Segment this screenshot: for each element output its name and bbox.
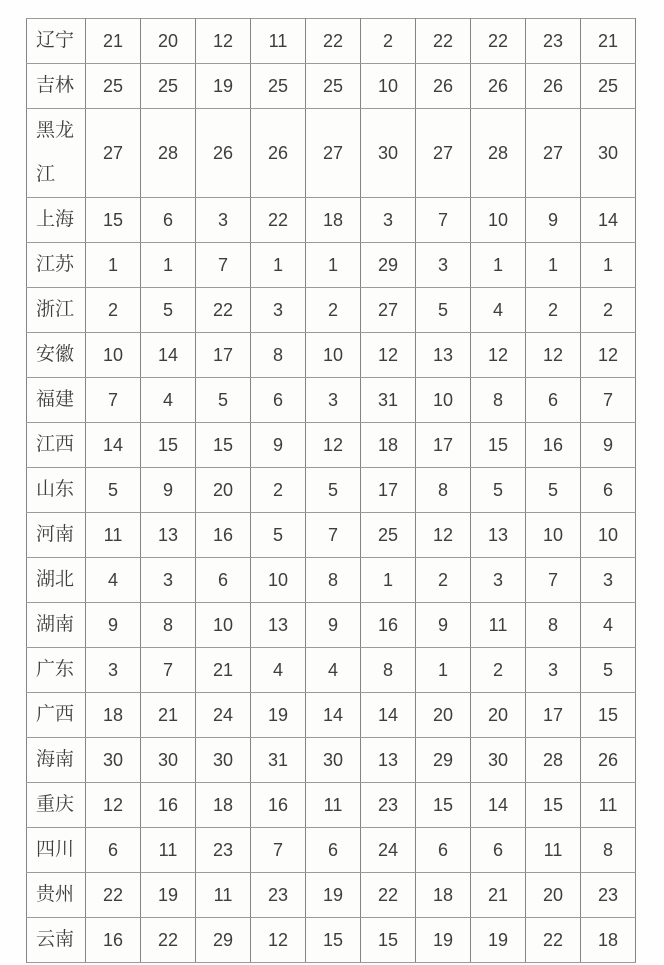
value-cell: 8 [416, 468, 471, 513]
value-cell: 15 [581, 693, 636, 738]
value-cell: 2 [251, 468, 306, 513]
table-row [27, 918, 636, 963]
value-cell: 22 [196, 288, 251, 333]
value-cell: 29 [196, 918, 251, 963]
value-cell: 22 [141, 918, 196, 963]
value-cell: 10 [361, 64, 416, 109]
value-cell: 15 [86, 198, 141, 243]
value-cell: 9 [416, 603, 471, 648]
value-cell: 9 [251, 423, 306, 468]
value-cell: 12 [581, 333, 636, 378]
value-cell: 16 [141, 783, 196, 828]
value-cell: 19 [416, 918, 471, 963]
table-row [27, 109, 636, 198]
value-cell: 9 [306, 603, 361, 648]
value-cell: 16 [251, 783, 306, 828]
value-cell: 8 [471, 378, 526, 423]
value-cell: 7 [526, 558, 581, 603]
value-cell: 16 [86, 918, 141, 963]
value-cell: 15 [361, 918, 416, 963]
table-row [27, 783, 636, 828]
value-cell: 25 [141, 64, 196, 109]
value-cell: 6 [581, 468, 636, 513]
value-cell: 23 [251, 873, 306, 918]
value-cell: 4 [251, 648, 306, 693]
value-cell: 4 [86, 558, 141, 603]
province-cell: 重庆 [27, 783, 86, 828]
value-cell: 14 [141, 333, 196, 378]
value-cell: 17 [196, 333, 251, 378]
value-cell: 30 [471, 738, 526, 783]
value-cell: 13 [251, 603, 306, 648]
value-cell: 25 [581, 64, 636, 109]
value-cell: 2 [416, 558, 471, 603]
value-cell: 5 [251, 513, 306, 558]
value-cell: 3 [526, 648, 581, 693]
province-cell: 山东 [27, 468, 86, 513]
value-cell: 11 [251, 19, 306, 64]
value-cell: 1 [306, 243, 361, 288]
value-cell: 12 [306, 423, 361, 468]
value-cell: 12 [361, 333, 416, 378]
value-cell: 6 [141, 198, 196, 243]
value-cell: 3 [416, 243, 471, 288]
value-cell: 11 [86, 513, 141, 558]
value-cell: 7 [581, 378, 636, 423]
value-cell: 30 [581, 109, 636, 198]
value-cell: 26 [581, 738, 636, 783]
value-cell: 17 [526, 693, 581, 738]
value-cell: 19 [306, 873, 361, 918]
value-cell: 18 [581, 918, 636, 963]
province-cell: 湖北 [27, 558, 86, 603]
value-cell: 21 [86, 19, 141, 64]
value-cell: 10 [471, 198, 526, 243]
table-row [27, 558, 636, 603]
table-row [27, 243, 636, 288]
province-cell: 吉林 [27, 64, 86, 109]
value-cell: 10 [526, 513, 581, 558]
province-cell: 江西 [27, 423, 86, 468]
value-cell: 30 [196, 738, 251, 783]
value-cell: 10 [86, 333, 141, 378]
value-cell: 20 [471, 693, 526, 738]
table-row [27, 648, 636, 693]
value-cell: 5 [86, 468, 141, 513]
value-cell: 30 [141, 738, 196, 783]
value-cell: 14 [306, 693, 361, 738]
value-cell: 29 [416, 738, 471, 783]
province-cell: 海南 [27, 738, 86, 783]
value-cell: 10 [581, 513, 636, 558]
value-cell: 4 [306, 648, 361, 693]
value-cell: 5 [526, 468, 581, 513]
value-cell: 1 [361, 558, 416, 603]
value-cell: 23 [361, 783, 416, 828]
value-cell: 2 [526, 288, 581, 333]
table-row [27, 693, 636, 738]
value-cell: 9 [581, 423, 636, 468]
value-cell: 18 [416, 873, 471, 918]
value-cell: 26 [526, 64, 581, 109]
value-cell: 27 [526, 109, 581, 198]
value-cell: 27 [306, 109, 361, 198]
value-cell: 25 [86, 64, 141, 109]
value-cell: 2 [86, 288, 141, 333]
province-cell: 云南 [27, 918, 86, 963]
value-cell: 20 [416, 693, 471, 738]
value-cell: 16 [196, 513, 251, 558]
value-cell: 18 [86, 693, 141, 738]
value-cell: 19 [141, 873, 196, 918]
province-cell: 湖南 [27, 603, 86, 648]
province-cell: 四川 [27, 828, 86, 873]
value-cell: 8 [526, 603, 581, 648]
value-cell: 10 [416, 378, 471, 423]
value-cell: 18 [361, 423, 416, 468]
value-cell: 12 [471, 333, 526, 378]
province-cell: 安徽 [27, 333, 86, 378]
value-cell: 30 [86, 738, 141, 783]
value-cell: 2 [471, 648, 526, 693]
value-cell: 16 [361, 603, 416, 648]
value-cell: 28 [471, 109, 526, 198]
value-cell: 7 [306, 513, 361, 558]
value-cell: 15 [526, 783, 581, 828]
value-cell: 28 [141, 109, 196, 198]
value-cell: 7 [141, 648, 196, 693]
value-cell: 1 [416, 648, 471, 693]
value-cell: 22 [306, 19, 361, 64]
value-cell: 3 [196, 198, 251, 243]
value-cell: 1 [526, 243, 581, 288]
value-cell: 13 [141, 513, 196, 558]
value-cell: 15 [196, 423, 251, 468]
value-cell: 12 [416, 513, 471, 558]
value-cell: 21 [196, 648, 251, 693]
value-cell: 4 [581, 603, 636, 648]
province-cell: 辽宁 [27, 19, 86, 64]
value-cell: 11 [196, 873, 251, 918]
value-cell: 28 [526, 738, 581, 783]
province-cell: 黑龙江 [27, 109, 86, 198]
value-cell: 11 [306, 783, 361, 828]
province-cell: 河南 [27, 513, 86, 558]
table-row [27, 873, 636, 918]
value-cell: 7 [86, 378, 141, 423]
value-cell: 26 [251, 109, 306, 198]
table-row [27, 468, 636, 513]
value-cell: 20 [141, 19, 196, 64]
value-cell: 3 [306, 378, 361, 423]
value-cell: 15 [306, 918, 361, 963]
value-cell: 16 [526, 423, 581, 468]
value-cell: 30 [361, 109, 416, 198]
value-cell: 8 [361, 648, 416, 693]
value-cell: 31 [361, 378, 416, 423]
value-cell: 10 [251, 558, 306, 603]
value-cell: 24 [361, 828, 416, 873]
value-cell: 12 [526, 333, 581, 378]
value-cell: 3 [581, 558, 636, 603]
value-cell: 18 [196, 783, 251, 828]
value-cell: 13 [471, 513, 526, 558]
table-row [27, 828, 636, 873]
value-cell: 5 [416, 288, 471, 333]
table-row [27, 198, 636, 243]
value-cell: 10 [306, 333, 361, 378]
value-cell: 17 [361, 468, 416, 513]
value-cell: 4 [471, 288, 526, 333]
table-row [27, 513, 636, 558]
value-cell: 22 [526, 918, 581, 963]
value-cell: 22 [86, 873, 141, 918]
value-cell: 6 [86, 828, 141, 873]
value-cell: 7 [196, 243, 251, 288]
value-cell: 27 [416, 109, 471, 198]
value-cell: 26 [416, 64, 471, 109]
value-cell: 20 [196, 468, 251, 513]
value-cell: 22 [251, 198, 306, 243]
province-cell: 广东 [27, 648, 86, 693]
value-cell: 22 [416, 19, 471, 64]
value-cell: 9 [86, 603, 141, 648]
value-cell: 4 [141, 378, 196, 423]
table-container [26, 18, 636, 963]
value-cell: 5 [196, 378, 251, 423]
value-cell: 6 [196, 558, 251, 603]
value-cell: 25 [361, 513, 416, 558]
value-cell: 21 [141, 693, 196, 738]
table-row [27, 603, 636, 648]
value-cell: 25 [306, 64, 361, 109]
value-cell: 20 [526, 873, 581, 918]
value-cell: 8 [251, 333, 306, 378]
value-cell: 30 [306, 738, 361, 783]
value-cell: 3 [251, 288, 306, 333]
value-cell: 9 [526, 198, 581, 243]
value-cell: 12 [251, 918, 306, 963]
value-cell: 11 [581, 783, 636, 828]
value-cell: 6 [416, 828, 471, 873]
value-cell: 1 [141, 243, 196, 288]
province-cell: 江苏 [27, 243, 86, 288]
province-cell: 贵州 [27, 873, 86, 918]
value-cell: 29 [361, 243, 416, 288]
value-cell: 12 [86, 783, 141, 828]
table-row [27, 378, 636, 423]
value-cell: 13 [416, 333, 471, 378]
value-cell: 19 [196, 64, 251, 109]
value-cell: 3 [361, 198, 416, 243]
value-cell: 5 [581, 648, 636, 693]
value-cell: 3 [141, 558, 196, 603]
value-cell: 6 [251, 378, 306, 423]
value-cell: 6 [471, 828, 526, 873]
value-cell: 24 [196, 693, 251, 738]
value-cell: 5 [141, 288, 196, 333]
value-cell: 2 [306, 288, 361, 333]
table-row [27, 288, 636, 333]
value-cell: 3 [471, 558, 526, 603]
value-cell: 14 [471, 783, 526, 828]
province-cell: 浙江 [27, 288, 86, 333]
value-cell: 5 [306, 468, 361, 513]
value-cell: 7 [416, 198, 471, 243]
table-body [27, 19, 636, 963]
value-cell: 2 [581, 288, 636, 333]
table-row [27, 738, 636, 783]
value-cell: 31 [251, 738, 306, 783]
province-cell: 广西 [27, 693, 86, 738]
value-cell: 23 [526, 19, 581, 64]
value-cell: 21 [581, 19, 636, 64]
value-cell: 15 [471, 423, 526, 468]
value-cell: 27 [86, 109, 141, 198]
province-cell: 上海 [27, 198, 86, 243]
value-cell: 2 [361, 19, 416, 64]
province-rank-table [26, 18, 636, 963]
value-cell: 1 [581, 243, 636, 288]
value-cell: 15 [416, 783, 471, 828]
table-row [27, 64, 636, 109]
value-cell: 11 [471, 603, 526, 648]
value-cell: 23 [196, 828, 251, 873]
table-row [27, 333, 636, 378]
value-cell: 1 [251, 243, 306, 288]
value-cell: 8 [306, 558, 361, 603]
value-cell: 18 [306, 198, 361, 243]
value-cell: 6 [306, 828, 361, 873]
value-cell: 1 [86, 243, 141, 288]
value-cell: 9 [141, 468, 196, 513]
value-cell: 22 [361, 873, 416, 918]
value-cell: 5 [471, 468, 526, 513]
value-cell: 27 [361, 288, 416, 333]
value-cell: 12 [196, 19, 251, 64]
table-row [27, 19, 636, 64]
value-cell: 13 [361, 738, 416, 783]
value-cell: 7 [251, 828, 306, 873]
value-cell: 11 [526, 828, 581, 873]
table-row [27, 423, 636, 468]
value-cell: 17 [416, 423, 471, 468]
value-cell: 3 [86, 648, 141, 693]
value-cell: 19 [251, 693, 306, 738]
value-cell: 8 [141, 603, 196, 648]
value-cell: 22 [471, 19, 526, 64]
value-cell: 21 [471, 873, 526, 918]
value-cell: 6 [526, 378, 581, 423]
value-cell: 26 [471, 64, 526, 109]
value-cell: 14 [86, 423, 141, 468]
value-cell: 10 [196, 603, 251, 648]
value-cell: 1 [471, 243, 526, 288]
province-cell: 福建 [27, 378, 86, 423]
value-cell: 8 [581, 828, 636, 873]
value-cell: 26 [196, 109, 251, 198]
value-cell: 19 [471, 918, 526, 963]
value-cell: 25 [251, 64, 306, 109]
value-cell: 14 [361, 693, 416, 738]
value-cell: 15 [141, 423, 196, 468]
value-cell: 11 [141, 828, 196, 873]
value-cell: 23 [581, 873, 636, 918]
value-cell: 14 [581, 198, 636, 243]
